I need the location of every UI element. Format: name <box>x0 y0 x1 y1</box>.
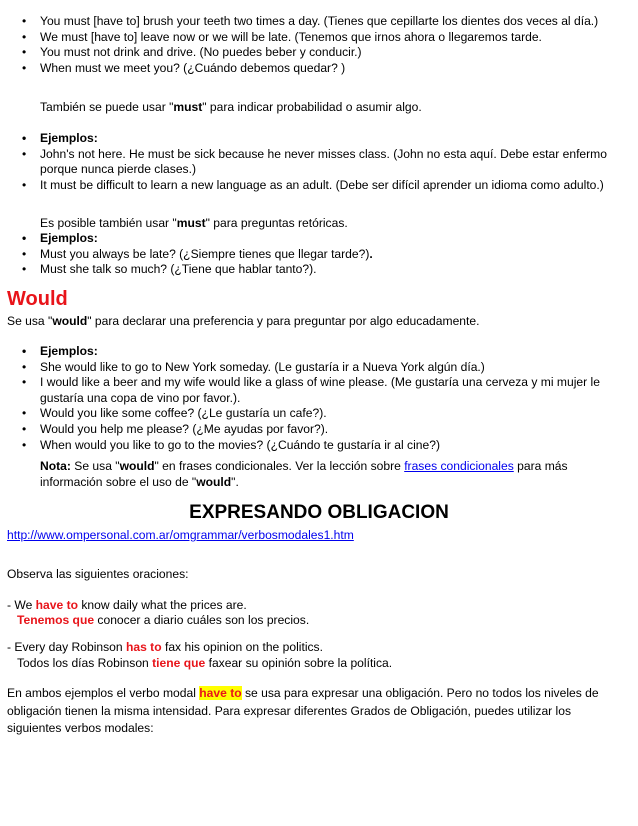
example-text: conocer a diario cuáles son los precios. <box>94 613 310 627</box>
example-keyword: has to <box>125 640 162 654</box>
highlighted-keyword: have to <box>199 686 242 700</box>
probability-note-after: " para indicar probabilidad o asumir algo. <box>202 100 422 114</box>
note-text: para más información sobre el uso de " <box>40 459 568 489</box>
examples-label: • Ejemplos: <box>0 131 638 147</box>
list-item: • You must not drink and drive. (No puedes beber y conducir.) <box>0 45 638 61</box>
example-text: fax his opinion on the politics. <box>161 640 323 654</box>
rhetorical-note <box>0 216 638 232</box>
list-item: • You must [have to] brush your teeth two times a day. (Tienes que cepillarte los dientes dos veces al día.) <box>0 14 638 30</box>
would-intro-after: " para declarar una preferencia y para preguntar por algo educadamente. <box>87 314 480 328</box>
note-label: Nota: <box>40 459 71 473</box>
list-item: • We must [have to] leave now or we will be late. (Tenemos que irnos ahora o llegaremos tarde. <box>0 30 638 46</box>
closing-text: se usa para expresar una obligación. Pero no todos los niveles de obligación tienen la misma intensidad. Para expresar diferentes Grados de Obligación, puedes utilizar los siguientes verbos modales: <box>7 686 599 735</box>
rhetorical-note-before: Es posible también usar " <box>40 216 177 230</box>
probability-note-keyword: must <box>173 100 203 114</box>
rhetorical-examples-list <box>0 231 638 278</box>
list-item: • She would like to go to New York someday. (Le gustaría ir a Nueva York algún día.) <box>0 360 638 376</box>
closing-paragraph <box>0 685 638 738</box>
example-text: - Every day Robinson <box>7 640 126 654</box>
example-keyword: Tenemos que <box>17 613 95 627</box>
probability-note <box>0 100 638 116</box>
list-item: • Would you like some coffee? (¿Le gustaría un cafe?). <box>0 406 638 422</box>
examples-label: • Ejemplos: <box>0 231 638 247</box>
example-text: faxear su opinión sobre la política. <box>205 656 393 670</box>
note-text: ". <box>231 474 239 489</box>
section-title-obligation: EXPRESANDO OBLIGACION <box>189 502 449 523</box>
would-examples-list <box>0 344 638 453</box>
list-item: • Would you help me please? (¿Me ayudas por favor?). <box>0 422 638 438</box>
would-intro-keyword: would <box>52 314 88 328</box>
source-url-line <box>0 528 368 544</box>
list-item-text: Must you always be late? (¿Siempre tienes que llegar tarde?) <box>40 246 370 261</box>
note-keyword: would <box>119 459 155 473</box>
example-text: - We <box>7 598 36 612</box>
source-url-link[interactable]: http://www.ompersonal.com.ar/omgrammar/verbosmodales1.htm <box>7 528 354 542</box>
list-item-end: . <box>369 246 373 261</box>
example-text: Todos los días Robinson <box>17 656 153 670</box>
probability-note-before: También se puede usar " <box>40 100 174 114</box>
section-title-would: Would <box>7 288 68 310</box>
conditional-sentences-link[interactable]: frases condicionales <box>404 459 514 473</box>
rhetorical-note-keyword: must <box>176 216 206 230</box>
closing-text: En ambos ejemplos el verbo modal <box>7 686 200 700</box>
example-text: know daily what the prices are. <box>78 598 247 612</box>
examples-label: • Ejemplos: <box>0 344 638 360</box>
example-2 <box>0 640 337 656</box>
list-item: • I would like a beer and my wife would like a glass of wine please. (Me gustaría una cerveza y mi mujer le gustaría una copa de vino por favor.). <box>0 375 638 406</box>
would-intro <box>0 314 638 330</box>
list-item: • When would you like to go to the movies? (¿Cuándo te gustaría ir al cine?) <box>0 438 638 454</box>
would-intro-before: Se usa " <box>7 314 53 328</box>
probability-examples-list <box>0 131 638 193</box>
note-text: " en frases condicionales. Ver la lección sobre <box>154 459 405 473</box>
note-keyword: would <box>196 474 232 489</box>
example-keyword: have to <box>35 598 79 612</box>
list-item: • John's not here. He must be sick because he never misses class. (John no esta aquí. Debe estar enfermo porque nunca pierde clases.) <box>0 147 638 178</box>
example-1-translation <box>17 613 309 629</box>
example-keyword: tiene que <box>152 656 206 670</box>
must-examples-list <box>0 14 638 76</box>
rhetorical-note-after: " para preguntas retóricas. <box>205 216 348 230</box>
note-text: Se usa " <box>70 459 120 473</box>
example-2-translation <box>17 656 392 672</box>
list-item: • Must she talk so much? (¿Tiene que hablar tanto?). <box>0 262 638 278</box>
example-1 <box>0 598 261 614</box>
observe-line: Observa las siguientes oraciones: <box>7 567 189 581</box>
list-item: • When must we meet you? (¿Cuándo debemos quedar? ) <box>0 61 638 77</box>
list-item <box>0 247 638 263</box>
list-item: • It must be difficult to learn a new language as an adult. (Debe ser difícil aprender un idioma como adulto.) <box>0 178 638 194</box>
would-note <box>0 459 638 490</box>
